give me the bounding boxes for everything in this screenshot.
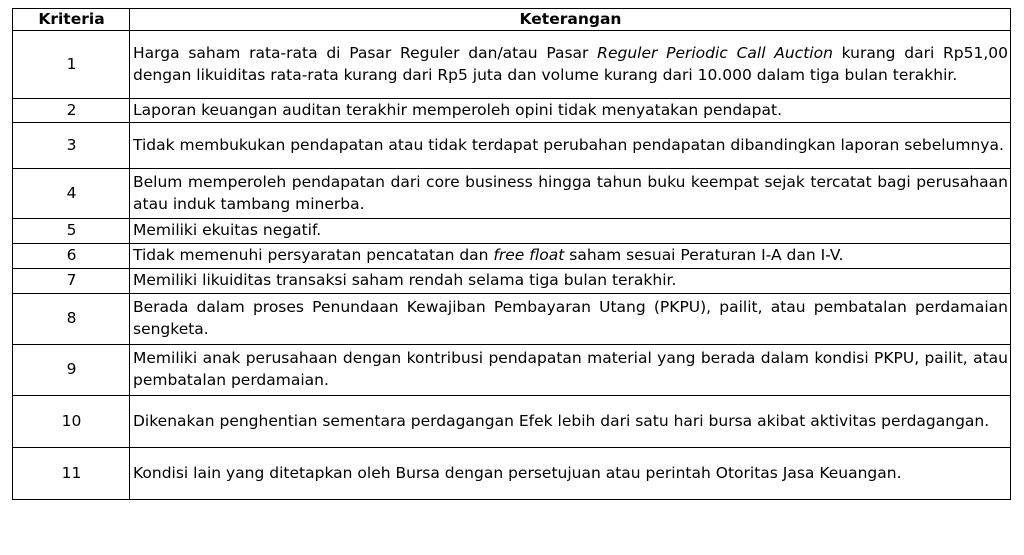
table-header-row [13,9,1011,31]
criteria-description: Belum memperoleh pendapatan dari core business hingga tahun buku keempat sejak tercatat bagi perusahaan atau induk tambang minerba. [130,169,1011,219]
criteria-text: saham sesuai Peraturan I-A dan I-V. [564,246,844,265]
criteria-number: 5 [13,219,130,244]
criteria-description: Memiliki ekuitas negatif. [130,219,1011,244]
criteria-number: 4 [13,169,130,219]
criteria-number: 10 [13,396,130,448]
criteria-description: Tidak membukukan pendapatan atau tidak terdapat perubahan pendapatan dibandingkan laporan sebelumnya. [130,123,1011,169]
criteria-description: Laporan keuangan auditan terakhir memperoleh opini tidak menyatakan pendapat. [130,99,1011,123]
table-row [13,345,1011,396]
table-row [13,294,1011,345]
header-kriteria: Kriteria [13,9,130,31]
criteria-number: 6 [13,244,130,269]
criteria-number: 2 [13,99,130,123]
criteria-description: Memiliki anak perusahaan dengan kontribusi pendapatan material yang berada dalam kondisi PKPU, pailit, atau pembatalan perdamaian. [130,345,1011,396]
table-row [13,269,1011,294]
criteria-description: Kondisi lain yang ditetapkan oleh Bursa dengan persetujuan atau perintah Otoritas Jasa Keuangan. [130,448,1011,500]
criteria-text-italic: free float [493,246,565,265]
criteria-number: 9 [13,345,130,396]
criteria-number: 8 [13,294,130,345]
table-row [13,396,1011,448]
criteria-description: Memiliki likuiditas transaksi saham rendah selama tiga bulan terakhir. [130,269,1011,294]
table-row [13,448,1011,500]
table-row [13,99,1011,123]
criteria-description [130,31,1011,99]
table-row [13,31,1011,99]
criteria-text: kurang dari Rp51,00 dengan likuiditas rata-rata kurang dari Rp5 juta dan volume kurang dari 10.000 dalam tiga bulan terakhir. [133,43,1008,84]
criteria-number: 1 [13,31,130,99]
criteria-description: Dikenakan penghentian sementara perdagangan Efek lebih dari satu hari bursa akibat aktivitas perdagangan. [130,396,1011,448]
criteria-description [130,244,1011,269]
criteria-number: 11 [13,448,130,500]
criteria-number: 3 [13,123,130,169]
table-row [13,244,1011,269]
header-keterangan: Keterangan [130,9,1011,31]
table-row [13,219,1011,244]
criteria-number: 7 [13,269,130,294]
criteria-table [12,8,1011,500]
criteria-text-italic: Reguler Periodic Call Auction [597,43,833,62]
criteria-text: Tidak memenuhi persyaratan pencatatan dan [133,246,494,265]
criteria-description: Berada dalam proses Penundaan Kewajiban Pembayaran Utang (PKPU), pailit, atau pembatalan perdamaian sengketa. [130,294,1011,345]
table-row [13,169,1011,219]
table-row [13,123,1011,169]
criteria-text: Harga saham rata-rata di Pasar Reguler dan/atau Pasar [133,43,598,62]
